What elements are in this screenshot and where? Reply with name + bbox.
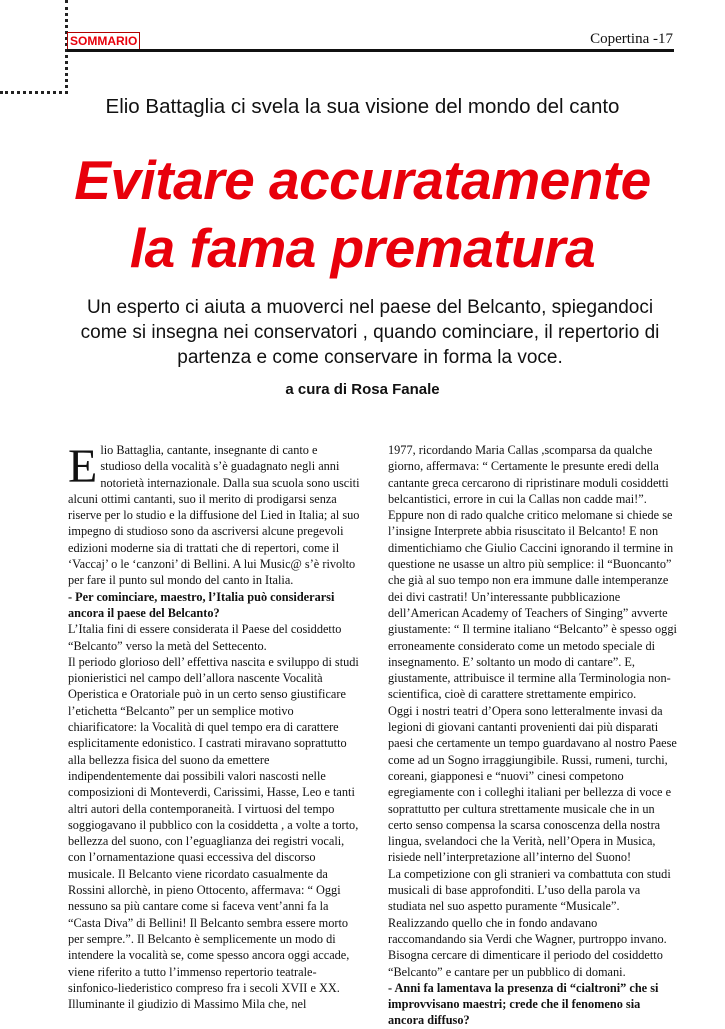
section-tag-sommario[interactable]: SOMMARIO — [67, 32, 140, 50]
body-column-right — [388, 442, 678, 1029]
headline-line-1: Evitare accuratamente — [74, 149, 651, 211]
crop-mark-box — [0, 0, 68, 94]
article-kicker: Elio Battaglia ci svela la sua visione del mondo del canto — [105, 95, 620, 118]
right-paragraph-2: Oggi i nostri teatri d’Opera sono letteralmente invasi da legioni di giovani cantanti provenienti dai più disparati paesi che certamente un tempo guardavano al nostro Paese come ad un Sogno irraggiungibile. Russi, rumeni, turchi, coreani, giapponesi e “nuovi” cinesi competono egregiamente con i colleghi italiani per bellezza di voce e soprattutto per cultura strettamente musicale che in un certo senso compensa la scarsa conoscenza della nostra lingua, svelandoci che la Verità, nell’Opera in Musica, risiede nell’interpretazione all’interno del Suono! — [388, 703, 677, 865]
answer-1-paragraph-1: L’Italia fini di essere considerata il Paese del cosiddetto “Belcanto” verso la metà del Settecento. — [68, 622, 342, 653]
question-2: - Anni fa lamentava la presenza di “cialtroni” che si improvvisano maestri; crede che il fenomeno sia ancora diffuso? — [388, 980, 659, 1028]
headline-line-2: la fama prematura — [129, 217, 596, 279]
right-paragraph-3: La competizione con gli stranieri va combattuta con studi musicali di base approfonditi. L’uso della parola va studiata nel suo aspetto puramente “Musicale”. Realizzando quello che in fondo andavano raccomandando sia Verdi che Wagner, purtroppo invano. Bisogna cercare di dimenticare il periodo del cosiddetto “Belcanto” e cantare per un pubblico di domani. — [388, 866, 671, 979]
page-label: Copertina -17 — [590, 31, 673, 47]
header-rule — [67, 49, 674, 52]
drop-cap: E — [68, 440, 98, 493]
intro-text: lio Battaglia, cantante, insegnante di canto e studioso della vocalità s’è guadagnato negli anni notorietà internazionale. Dalla sua scuola sono usciti alcuni ottimi cantanti, suo il merito di prodigarsi senza riserve per lo studio e la diffusione del Lied in Italia; al suo impegno di studioso sono da ascriversi alcune pregevoli edizioni moderne sia di trattati che di repertori, come il ‘Vaccaj’ o le ‘canzoni’ di Bellini. A lui Music@ s’è rivolto per fare il punto sul mondo del canto in Italia. — [68, 443, 360, 588]
intro-paragraph — [68, 442, 360, 589]
question-1: - Per cominciare, maestro, l’Italia può considerarsi ancora il paese del Belcanto? — [68, 589, 335, 620]
right-paragraph-1: 1977, ricordando Maria Callas ,scomparsa da qualche giorno, affermava: “ Certamente le presunte eredi della cantante greca cercarono di ripristinare moduli cosiddetti belcantistici, errore in cui la Callas non cadde mai!”. Eppure non di rado qualche critico melomane si chiede se l’insigne Interprete abbia risuscitato il Belcanto! E non dimentichiamo che Giulio Caccini ignorando il termine in questione ne usasse un altro più semplice: il “Buoncanto” che già al suo tempo non era immune dalle intemperanze dei divi castrati! Un’interessante pubblicazione dell’American Academy of Teachers of Singing” avverte giustamente: “ Il termine italiano “Belcanto” è spesso oggi erroneamente considerato come un metodo speciale di insegnamento. E’ soltanto un modo di cantare”. E, giustamente, attribuisce il termine alla Terminologia non-scientifica, cioè di carattere strettamente empirico. — [388, 443, 677, 702]
article-byline: a cura di Rosa Fanale — [285, 381, 440, 398]
body-column-left — [68, 442, 360, 1012]
answer-1-paragraph-2: Il periodo glorioso dell’ effettiva nascita e sviluppo di studi pionieristici nel campo dell’allora nascente Vocalità Operistica e Oratoriale può in un certo senso giustificare l’etichetta “Belcanto” per un semplice motivo chiarificatore: la Vocalità di quel tempo era di carattere esplicitamente edonistico. I castrati miravano soprattutto alla bellezza fisica del suono da emettere indipendentemente dai possibili valori nascosti nelle composizioni di Monteverdi, Carissimi, Hasse, Leo e tanti altri autori della contemporaneità. I virtuosi del tempo soggiogavano il pubblico con la cosiddetta , a volte a torto, bellezza del suono, con l’eguaglianza dei registri vocali, con l’ornamentazione quasi eccessiva del discorso musicale. Il Belcanto viene ricordato casualmente da Rossini allorchè, in pieno Ottocento, affermava: “ Oggi nessuno sa più cantare come si faceva vent’anni fa la “Casta Diva” di Bellini! Il Belcanto sembra essere morto per sempre.”. Il Belcanto è semplicemente un modo di intendere la vocalità se, come spesso ancora oggi accade, viene riferito a tutto l’immenso repertorio teatrale-sinfonico-liederistico compreso fra i secoli XVII e XX. Illuminante il giudizio di Massimo Mila che, nel — [68, 654, 359, 1012]
article-headline — [0, 146, 725, 282]
article-standfirst: Un esperto ci aiuta a muoverci nel paese del Belcanto, spiegandoci come si insegna nei conservatori , quando cominciare, il repertorio di partenza e come conservare in forma la voce. — [80, 297, 660, 368]
